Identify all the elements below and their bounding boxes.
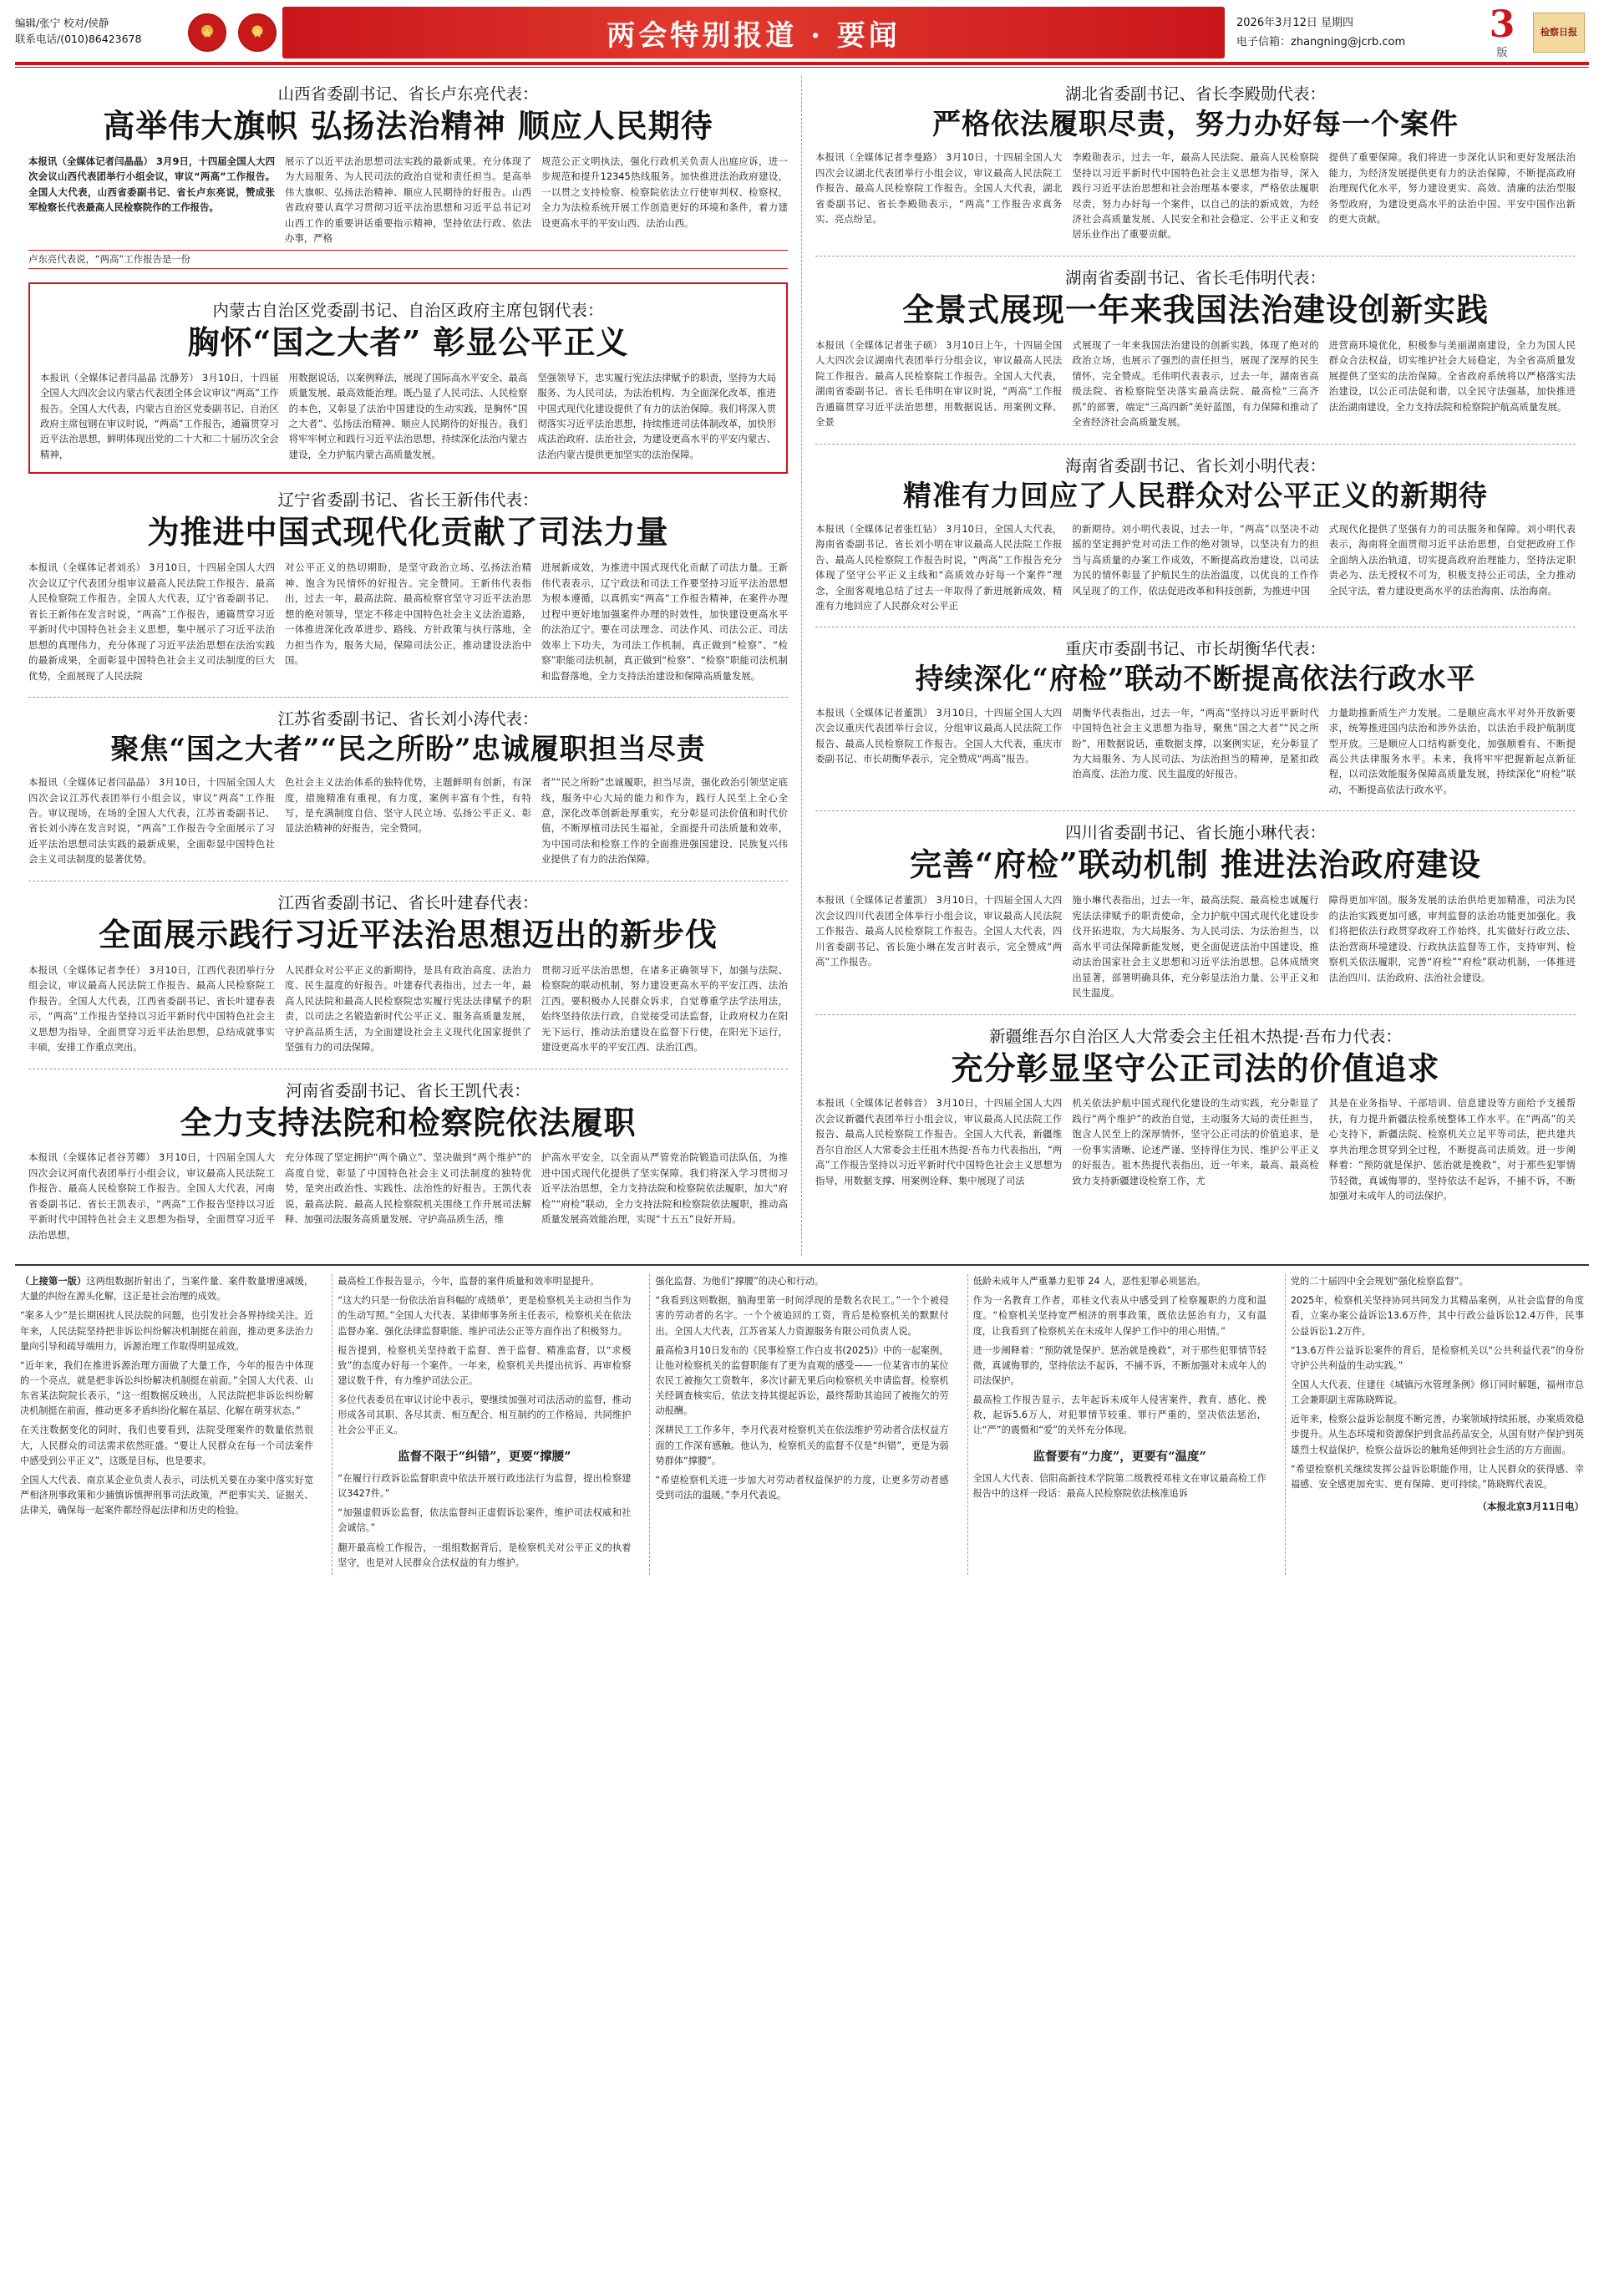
- editor-line-2: 联系电话/(010)86423678: [15, 33, 142, 46]
- article-body: [28, 775, 788, 867]
- article: [815, 1024, 1576, 1204]
- article-paragraph: 本报讯（全媒体记者韩音） 3月10日，十四届全国人大四次会议新疆代表团举行小组会议，审议最高人民法院工作报告、最高人民检察院工作报告。全国人大代表，新疆维吾尔自治区人大常委会主任祖木热提·吾布力代表指出，“两高”工作报告坚持以习近平新时代中国特色社会主义思想为指导，用数据支撑、用案例诠释、集中展现了司法: [815, 1097, 1063, 1186]
- article: [815, 820, 1576, 1000]
- article-paragraph: 力量助推新质生产力发展。二是顺应高水平对外开放新要求，统筹推进国内法治和涉外法治，以法治手段护航制度型开放。三是顺应人口结构新变化，加强顺着有、不断提高公共法律服务水平。未来，我将牢牢把握新起点新征程，以司法效能服务保障高质量发展，持续深化“府检”联动，不断提高依法行政水平。: [1328, 706, 1576, 795]
- article-paragraph: 本报讯（全媒体记者李曼路） 3月10日，十四届全国人大四次会议湖北代表团举行小组会议，审议最高人民法院工作报告、最高人民检察院工作报告。全国人大代表，湖北省委副书记、省长李殿勋表示，“两高”工作报告求真务实、亮点纷呈。: [815, 151, 1063, 225]
- article-body: [815, 1095, 1576, 1203]
- article-paragraph: 进营商环境优化，积极参与美丽湖南建设，全力为国人民群众合法权益，切实维护社会大局稳定，为全省高质量发展提供了坚实的法治保障。全省政府系统将以严格落实法治建设，以公正司法促和谐，以全民守法强基，加快推进法治湖南建设，全力支持法院和检察院护航高质量发展。: [1328, 338, 1576, 413]
- masthead-rule: [15, 62, 1589, 65]
- continuation-section: [15, 1266, 1589, 1575]
- article-paragraph: 机关依法护航中国式现代化建设的生动实践，充分彰显了践行“两个维护”的政治自觉，主动服务大局的责任担当，饱含人民至上的深厚情怀，坚守公正司法的价值追求，是一份事实清晰、论述严谨、坚持得住为民、维护公平正义的好报告。祖木热提代表指出，近一年来，最高、最高检致力支持新疆建设检察工作，尤: [1072, 1097, 1319, 1186]
- article-body: [815, 705, 1576, 798]
- article-paragraph: 本报讯（全媒体记者张子硕） 3月10日上午，十四届全国人大四次会议湖南代表团举行分组会议，审议最高人民法院工作报告、最高人民检察院工作报告。全国人大代表，湖南省委副书记、省长毛伟明在审议时说，“两高”工作报告通篇贯穿习近平法治思想，用数据说话、用案例文释、全景: [815, 338, 1063, 429]
- continuation-paragraph: 最高检工作报告显示，今年，监督的案件质量和效率明显提升。: [338, 1276, 600, 1288]
- continuation-column: [332, 1274, 636, 1575]
- article-boxed: [28, 282, 788, 475]
- article-kicker: 内蒙古自治区党委副书记、自治区政府主席包钢代表：: [212, 300, 604, 320]
- article-body: [815, 338, 1576, 430]
- continuation-paragraph: 全国人大代表、住建住《城镇污水管理条例》修订同时解题，福州市总工会兼职副主席陈晓辉说。: [1290, 1379, 1585, 1406]
- article-paragraph: 对公平正义的热切期盼，是坚守政治立场、弘扬法治精神、饱含为民情怀的好报告。完全赞同。王新伟代表指出，过去一年，最高法院、最高检察官坚守习近平法治思想的绝对领导，坚定不移走中国特色社会主义法治道路，一体推进深化改革进步、路线、方针政策与执行落地，全力担当作为，服务大局，保障司法公正，推动建设法治中国。: [285, 561, 531, 667]
- article-paragraph: 坚强领导下，忠实履行宪法法律赋予的职责，坚持为大局服务、为人民司法，为法治机构、为全面深化改革，推进中国式现代化建设提供了有力的法治保障。我们将深入贯彻落实习近平法治思想，持续推进司法体制改革，加快形成法治政府、法治社会，为建设更高水平的平安内蒙古、法治内蒙古提供更加坚实的法治保障。: [537, 371, 777, 460]
- divider: [28, 697, 788, 698]
- article-note: 卢东亮代表说，“两高”工作报告是一份: [28, 250, 788, 269]
- article-headline: 全面展示践行习近平法治思想迈出的新步伐: [98, 915, 718, 953]
- masthead-emblems: [182, 7, 282, 58]
- article-paragraph: 式展现了一年来我国法治建设的创新实践，体现了绝对的政治立场，也展示了强烈的责任担当，展现了深厚的民生情怀，完全赞成。毛伟明代表表示，过去一年，湖南省高级法院、省检察院坚决落实最高法院、最高检“三高齐抓”的部署，端定“三高四新”美好蓝图，有力保障和推动了全省经济社会高质量发展。: [1072, 338, 1319, 429]
- article-body: [28, 963, 788, 1055]
- article-paragraph: 本报讯（全媒体记者谷芳卿） 3月10日，十四届全国人大四次会议河南代表团举行小组会议，审议最高人民法院工作报告、最高人民检察院工作报告。全国人大代表，河南省委副书记、省长王凯表示，“两高”工作报告坚持以习近平新时代中国特色社会主义思想为指导，全面贯穿习近平法治思想，: [28, 1151, 275, 1241]
- article-body: [40, 370, 776, 463]
- continuation-paragraph: 2025年，检察机关坚持协同共同发力其精品案例，从社会监督的角度看，立案办案公益诉讼13.6万件，其中行政公益诉讼12.4万件，民事公益诉讼1.2万件。: [1290, 1295, 1585, 1337]
- article-paragraph: 障得更加牢固。服务发展的法治供给更加精准，司法为民的法治实践更加可感，审判监督的法治功能更加强化。我们将把依法行政贯穿政府工作始终，扎实做好行政立法、法治营商环境建设、行政执法监督等工作，支持审判、检察机关依法履职，完善“府检”“府检”联动机制，一体推进法治四川、法治政府、法治社会建设。: [1328, 894, 1576, 983]
- continuation-paragraph: “近年来，我们在推进诉源治理方面做了大量工作，今年的报告中体现的一个亮点，就是把非诉讼纠纷解决机制挺在前面。”全国人大代表、山东省某法院院长表示，“这一组数据反映出，人民法院把非诉讼纠纷解决机制挺在前面，推动更多矛盾纠纷化解在基层、化解在萌芽状态。”: [20, 1359, 314, 1417]
- continuation-column: [649, 1274, 953, 1575]
- article-body: [815, 521, 1576, 614]
- article-headline: 严格依法履职尽责，努力办好每一个案件: [932, 108, 1459, 141]
- masthead-meta: [1225, 7, 1475, 58]
- logo-text: 检察日报: [1533, 13, 1585, 53]
- masthead-banner-title: 两会特别报道 · 要闻: [282, 7, 1225, 58]
- continuation-paragraph: 最高检工作报告显示，去年起诉未成年人侵害案件，教育、感化、挽救，起诉5.6万人，对犯罪情节较重、罪行严重的，坚决依法惩治，让“严”的震慑和“爱”的关怀充分体现。: [972, 1394, 1266, 1436]
- section-subhead: 监督要有“力度”，更要有“温度”: [1033, 1449, 1206, 1464]
- article-paragraph: 护高水平安全，以全面从严管党治院锻造司法队伍，为推进中国式现代化提供了坚实保障。我们将深入学习贯彻习近平法治思想，全力支持法院和检察院依法履职，加大“府检”“府检”联动，全力支持法院和检察院依法履职，推动高质量发展高效能治理，实现“十五五”良好开局。: [541, 1151, 788, 1226]
- article-paragraph: 本报讯（全媒体记者刘丞） 3月10日，十四届全国人大四次会议辽宁代表团分组审议最高人民法院工作报告、最高人民检察院工作报告。全国人大代表，辽宁省委副书记、省长王新伟在发言时说，“两高”工作报告，通篇贯穿习近平新时代中国特色社会主义思想，集中展示了习近平法治思想的真理伟力，充分体现了习近平法治思想在法治实践的最新成果，全面彰显中国特色社会主义司法制度的巨大优势，全面展现了人民法院: [28, 561, 275, 682]
- continuation-paragraph: 报告提到，检察机关坚持敢于监督、善于监督、精准监督，以“求极致”的态度办好每一个案件。一年来，检察机关共提出抗诉、再审检察建议数千件，有力维护司法公正。: [338, 1344, 632, 1387]
- article-paragraph: 式现代化提供了坚强有力的司法服务和保障。刘小明代表表示，海南将全面贯彻习近平法治思想，自觉把政府工作全面纳入法治轨道，切实提高政府治理能力，坚持法定职责必为、法无授权不可为，积极支持公正司法，全力推动全民守法，着力建设更高水平的法治海南、法治海南。: [1328, 522, 1576, 597]
- article-kicker: 辽宁省委副书记、省长王新伟代表：: [277, 490, 539, 511]
- article-body: [28, 1150, 788, 1242]
- article-headline: 全力支持法院和检察院依法履职: [180, 1103, 637, 1141]
- article-paragraph: 本报讯（全媒体记者董凯） 3月10日，十四届全国人大四次会议四川代表团全体举行小组会议，审议最高人民法院工作报告、最高人民检察院工作报告。全国人大代表，四川省委副书记、省长施小琳在发言时表示，完全赞成“两高”工作报告。: [815, 894, 1063, 968]
- article-headline: 胸怀“国之大者” 彰显公平正义: [187, 323, 629, 361]
- article-kicker: 重庆市委副书记、市长胡衡华代表：: [1064, 639, 1326, 659]
- article-paragraph: 者”“民之所盼”忠诚履职，担当尽责，强化政治引领坚定底线，服务中心大局的能力和作为，践行人民至上全心全意，深化改革创新赴厚重实，充分彰显司法价值和时代价值，不断厚植司法民生福祉，全面提升司法质量和效率，为中国司法和检察工作的全面推进强国建设、民族复兴伟业提供了有力的法治保障。: [541, 776, 788, 866]
- article-paragraph: 进展新成效，为推进中国式现代化贡献了司法力量。王新伟代表表示，辽宁政法和司法工作要坚持习近平法治思想为根本遵循，以真抓实“两高”工作报告精神，在案件办理过程中更好地加强案件办理的时效性，加快建设更高水平的法治辽宁。要在司法理念、司法作风、司法公正、司法效率上下功夫，为司法工作机制，真正做到“检察”、“检察”职能司法机制，真正做到“检察”、“检察”职能司法机制和监督落地，全力支持法治建设和保障高质量发展。: [541, 561, 788, 682]
- continuation-paragraph: 强化监督、为他们“撑腰”的决心和行动。: [655, 1276, 825, 1288]
- article-kicker: 河南省委副书记、省长王凯代表：: [286, 1080, 530, 1100]
- continuation-column: [15, 1274, 318, 1575]
- article-headline: 高举伟大旗帜 弘扬法治精神 顺应人民期待: [103, 107, 713, 145]
- page-number: 3: [1489, 3, 1515, 46]
- continuation-paragraph: 翻开最高检工作报告，一组组数据背后，是检察机关对公平正义的执着坚守，也是对人民群众合法权益的有力维护。: [338, 1542, 632, 1568]
- continuation-paragraph: “希望检察机关继续发挥公益诉讼职能作用，让人民群众的获得感、幸福感、安全感更加充实、更有保障、更可持续。”陈晓辉代表说。: [1290, 1463, 1585, 1490]
- contact-email: 电子信箱：zhangning@jcrb.com: [1236, 36, 1406, 49]
- article-headline: 聚焦“国之大者”“民之所盼”忠诚履职担当尽责: [110, 732, 706, 766]
- article-body: [28, 560, 788, 683]
- article-kicker: 湖北省委副书记、省长李殿勋代表：: [1064, 84, 1326, 104]
- continuation-paragraph: 多位代表委员在审议讨论中表示，要继续加强对司法活动的监督，推动形成各司其职、各尽其责、相互配合、相互制约的工作格局，共同维护社会公平正义。: [338, 1394, 632, 1436]
- article: [815, 636, 1576, 797]
- article-paragraph: 本报讯（全媒体记者闫晶晶） 3月9日，十四届全国人大四次会议山西代表团举行小组会议，审议“两高”工作报告。全国人大代表，山西省委副书记、省长卢东亮说，赞成张军检察长代表最高人民检察院作的工作报告。: [28, 155, 275, 214]
- article-kicker: 湖南省委副书记、省长毛伟明代表：: [1064, 267, 1326, 287]
- article-headline: 为推进中国式现代化贡献了司法力量: [147, 513, 669, 551]
- article-paragraph: 人民群众对公平正义的新期待，是具有政治高度、法治力度、民生温度的好报告。叶建春代表指出，过去一年，最高人民法院和最高人民检察院忠实履行宪法法律赋予的职责，以司法之名锻造新时代公平正义、服务高质量发展，守护高品质生活，为全面建设社会主义现代化国家提供了坚强有力的司法保障。: [285, 963, 531, 1054]
- article-headline: 全景式展现一年来我国法治建设创新实践: [901, 290, 1489, 328]
- cppcc-emblem-icon: [238, 13, 277, 52]
- continuation-column: [1285, 1274, 1589, 1575]
- jump-label: （上接第一版）: [20, 1276, 87, 1288]
- article-paragraph: 色社会主义法治体系的独特优势，主题鲜明有创新，有深度，措施精准有重视，有力度，案例丰富有个性，有特写，是充满制度自信、坚守人民立场、弘扬公平正义、彰显法治精神的好报告，完全赞同。: [285, 776, 531, 835]
- continuation-paragraph: 低龄未成年人严重暴力犯罪 24 人，恶性犯罪必须惩治。: [972, 1276, 1206, 1288]
- article: [28, 81, 788, 269]
- article-headline: 持续深化“府检”联动不断提高依法行政水平: [915, 663, 1476, 697]
- column-right: [802, 76, 1589, 1256]
- continuation-paragraph: 全国人大代表、信阳高新技术学院第二级教授邓桂文在审议最高检工作报告中的这样一段话：最高人民检察院依法核准追诉: [972, 1473, 1266, 1500]
- article-paragraph: 的新期待。刘小明代表说，过去一年，“两高”以坚决不动摇的坚定拥护党对司法工作的绝对领导，以坚决有力的担当与高质量的办案工作成效，不断提高政治建设，以司法为民的情怀彰显了护航民生的法治温度，以优良的工作作风呈现了的工作，依法促进改革和科技创新，为推进中国: [1072, 522, 1319, 597]
- dateline-tail: （本报北京3月11日电）: [1477, 1501, 1585, 1512]
- article-paragraph: 其是在业务指导、干部培训、信息建设等方面给予支援帮扶，有力提升新疆法检系统整体工作水平。在“两高”的关心支持下，新疆法院、检察机关立足平等司法，把共建共享共治理念贯穿到全过程，不断提高司法质效。进一步阐释着：“预防就是保护、惩治就是挽救”，对于那些犯罪情节轻微，真诚悔罪的，坚持依法不起诉，不捕不诉，不断加强对未成年人的司法保护。: [1328, 1097, 1576, 1202]
- article-kicker: 海南省委副书记、省长刘小明代表：: [1064, 455, 1326, 475]
- article: [815, 265, 1576, 430]
- continuation-paragraph: “加强虚假诉讼监督，依法监督纠正虚假诉讼案件，维护司法权威和社会诚信。”: [338, 1507, 632, 1534]
- article-paragraph: 本报讯（全媒体记者李任） 3月10日，江西代表团举行分组会议，审议最高人民法院工作报告、最高人民检察院工作报告。全国人大代表，江西省委副书记、省长叶建春表示，“两高”工作报告坚持以习近平新时代中国特色社会主义思想为指导，全面贯穿习近平法治思想，总结成就事实丰硕，安排工作重点突出。: [28, 963, 275, 1054]
- article-headline: 完善“府检”联动机制 推进法治政府建设: [910, 846, 1481, 884]
- national-emblem-icon: [188, 13, 226, 52]
- continuation-paragraph: 这两组数据折射出了，当案件量、案件数量增速减缓，大量的纠纷在源头化解，这正是社会治理的成效。: [20, 1276, 314, 1303]
- article-paragraph: 提供了重要保障。我们将进一步深化认识和更好发展法治能力，为经济发展提供更有力的法治保障，不断提高政府治理现代化水平，努力建设更实、高效、清廉的法治型服务型政府，为建设更高水平的法治中国、平安中国作出新的更大贡献。: [1328, 151, 1576, 225]
- page-number-label: 版: [1496, 46, 1508, 59]
- publication-date: 2026年3月12日 星期四: [1236, 17, 1354, 29]
- article-paragraph: 本报讯（全媒体记者董凯） 3月10日，十四届全国人大四次会议重庆代表团举行会议，分组审议最高人民法院工作报告、最高人民检察院工作报告。全国人大代表，重庆市委副书记、市长胡衡华表示，完全赞成“两高”报告。: [815, 706, 1063, 764]
- continuation-paragraph: 深耕民工工作多年，李月代表对检察机关在依法维护劳动者合法权益方面的工作深有感触。他认为，检察机关的监督不仅是“纠错”，更是为弱势群体“撑腰”。: [655, 1425, 949, 1466]
- continuation-paragraph: “希望检察机关进一步加大对劳动者权益保护的力度，让更多劳动者感受到司法的温暖。”李月代表说。: [655, 1474, 949, 1501]
- article-headline: 充分彰显坚守公正司法的价值追求: [951, 1049, 1440, 1087]
- article: [815, 81, 1576, 242]
- article: [28, 1078, 788, 1243]
- divider: [815, 810, 1576, 811]
- masthead-logo: [1529, 7, 1589, 58]
- divider: [815, 1014, 1576, 1015]
- editor-line-1: 编辑/张宁 校对/侯静: [15, 17, 109, 29]
- continuation-paragraph: 近年来，检察公益诉讼制度不断完善，办案领域持续拓展，办案质效稳步提升。从生态环境和资源保护到食品药品安全，从国有财产保护到英雄烈士权益保护，检察公益诉讼的触角延伸到社会生活的方方面面。: [1290, 1414, 1585, 1455]
- article-paragraph: 充分体现了坚定拥护“两个确立”、坚决做到“两个维护”的高度自觉，彰显了中国特色社会主义司法制度的独特优势，是突出政治性、实践性、法治性的好报告。王凯代表说，最高法院、最高人民检察院机关围绕工作开展司法解释、加强司法服务高质量发展、守护高品质生活，维: [285, 1151, 531, 1226]
- continuation-paragraph: “我看到这则数据，脑海里第一时间浮现的是数名农民工。”一个个被侵害的劳动者的名字。一个个被追回的工资，背后是检察机关的默默付出。全国人大代表，江苏省某人力资源服务有限公司负责人说。: [655, 1295, 949, 1337]
- article-paragraph: 李殿勋表示，过去一年，最高人民法院、最高人民检察院坚持以习近平新时代中国特色社会主义思想为指导，深入践行习近平法治思想和社会治理基本要求，严格依法履职尽责，努力办好每一个案件，以自己的法的新成效，为经济社会高质量发展、人民安全和社会稳定、公平正义和安居乐业作出了重要贡献。: [1072, 151, 1319, 241]
- article-paragraph: 本报讯（全媒体记者闫晶晶 沈静芳） 3月10日，十四届全国人大四次会议内蒙古代表团全体会议审议“两高”工作报告。全国人大代表，内蒙古自治区党委副书记、自治区政府主席包钢在审议时说，“两高”工作报告，通篇贯穿习近平法治思想，鲜明体现出党的二十大和二十届历次全会精神，: [40, 371, 279, 460]
- article-body: [815, 892, 1576, 1000]
- article-paragraph: 贯彻习近平法治思想，在诸多正确领导下，加强与法院、检察院的联动机制，努力建设更高水平的平安江西、法治江西。要积极办人民群众诉求，自觉尊重学法学法用法，始终坚持依法行政，自觉接受司法监督，让政府权力在阳光下运行，推动法治建设在监督下行使，在阳光下运行，建设更高水平的平安江西、法治江西。: [541, 963, 788, 1054]
- article-kicker: 新疆维吾尔自治区人大常委会主任祖木热提·吾布力代表：: [989, 1026, 1402, 1046]
- section-subhead: 监督不限于“纠错”，更要“撑腰”: [398, 1449, 571, 1464]
- column-left: [15, 76, 802, 1256]
- divider: [815, 256, 1576, 257]
- masthead-editors: [15, 7, 182, 58]
- continuation-paragraph: 全国人大代表、南京某企业负责人表示，司法机关要在办案中落实好宽严相济刑事政策和少捕慎诉慎押刑事司法政策，严把事实关、证据关、法律关，确保每一起案件都经得起法律和历史的检验。: [20, 1474, 314, 1516]
- page-number-block: [1475, 3, 1529, 59]
- article-body: [815, 150, 1576, 242]
- continuation-paragraph: “13.6万件公益诉讼案件的背后，是检察机关以“公共利益代表”的身份守护公共利益的生动实践。”: [1290, 1344, 1585, 1371]
- article-paragraph: 本报讯（全媒体记者张红钻） 3月10日，全国人大代表，海南省委副书记、省长刘小明在审议最高人民法院工作报告、最高人民检察院工作报告时说，“两高”工作报告充分体现了坚守公平正义主线和“高质效办好每一个案件”理念，全面客观地总结了过去一年取得了新进展新成效，精准有力地回应了人民群众对公平正: [815, 522, 1063, 612]
- article-paragraph: 施小琳代表指出，过去一年，最高法院、最高检忠诚履行宪法法律赋予的职责使命，全力护航中国式现代化建设步伐开拓进取，为大局服务、为人民司法、为法治担当，以高水平司法保障新能发展，更全面促进法治中国建设，推动法治国家社会主义思想和习近平法治思想。总体成绩突出显著，部署明确具体，充分彰显法治力量、公平正义和民生温度。: [1072, 894, 1319, 999]
- article: [28, 487, 788, 683]
- article: [815, 453, 1576, 614]
- article-paragraph: 胡衡华代表指出，过去一年，“两高”坚持以习近平新时代中国特色社会主义思想为指导，聚焦“国之大者”“民之所盼”，用数据说话，重数据支撑，以案例实证，充分彰显了为大局服务、为人民司法、为法治担当的精神，是紧扣政治高度、法治力度、民生温度的好报告。: [1072, 706, 1319, 780]
- continuation-paragraph: 党的二十届四中全会规划“强化检察监督”。: [1290, 1276, 1469, 1288]
- article-paragraph: 用数据说话，以案例释法，展现了国际高水平安全、最高质量发展、最高效能治理。既凸显了人民司法、人民检察的本色，又彰显了法治中国建设的生动实践，是胸怀“国之大者”、弘扬法治精神、顺应人民期待的好报告。我们将牢牢树立和践行习近平法治思想，持续深化法治内蒙古建设，全力护航内蒙古高质量发展。: [288, 371, 528, 460]
- article-body: [28, 154, 788, 246]
- newspaper-page: [0, 3, 1604, 2296]
- article-paragraph: 展示了以近平法治思想司法实践的最新成果。充分体现了为大局服务、为人民司法的政治自觉和责任担当。是高举伟大旗帜、弘扬法治精神、顺应人民期待的好报告。山西省政府要认真学习贯彻习近平法治思想和习近平总书记对山西工作的重要讲话重要指示精神，坚持依法行政、依法办事，严格: [285, 155, 531, 245]
- article-paragraph: 本报讯（全媒体记者闫晶晶） 3月10日，十四届全国人大四次会议江苏代表团举行小组会议，审议“两高”工作报告。审议现场，在场的全国人大代表，江苏省委副书记、省长刘小涛在发言时说，“两高”工作报告令全面展示了习近平法治思想司法实践的最新成果，全面彰显中国特色社会主义司法制度的显著优势。: [28, 776, 275, 866]
- continuation-paragraph: 进一步阐释着：“预防就是保护、惩治就是挽救”，对于那些犯罪情节轻微，真诚悔罪的，坚持依法不起诉，不捕不诉，不断加强对未成年人的司法保护。: [972, 1344, 1266, 1387]
- article-paragraph: 规范公正文明执法，强化行政机关负责人出庭应诉，进一步规范和提升12345热线服务。加快推进法治政府建设，一以贯之支持检察、检察院依法立行使审判权、检察权，全力为法检系统开展工作创造更好的环境和条件，着力建设更高水平的平安山西、法治山西。: [541, 155, 788, 229]
- article: [28, 890, 788, 1055]
- article-kicker: 江西省委副书记、省长叶建春代表：: [277, 892, 539, 912]
- article: [28, 706, 788, 867]
- continuation-paragraph: 作为一名教育工作者，邓桂文代表从中感受到了检察履职的力度和温度。“检察机关坚持宽严相济的刑事政策，既依法惩治有力，又有温度，让我看到了检察机关在未成年人保护工作中的用心用情。”: [972, 1295, 1266, 1337]
- continuation-paragraph: “案多人少”是长期困扰人民法院的问题，也引发社会各界持续关注。近年来，人民法院坚持把非诉讼纠纷解决机制挺在前面，推动更多法治力量向引导和疏导端用力，诉源治理工作取得明显成效。: [20, 1310, 314, 1352]
- continuation-paragraph: 最高检3月10日发布的《民事检察工作白皮书(2025)》中的一起案例，让他对检察机关的监督职能有了更为直观的感受——一位某省市的某位农民工被拖欠工资数年，多次讨薪无果后向检察机关申请监督。检察机关经调查核实后，依法支持其提起诉讼，最终帮助其追回了被拖欠的劳动报酬。: [655, 1344, 949, 1417]
- masthead-rule-thin: [15, 67, 1589, 68]
- continuation-paragraph: “这大约只是一份依法治盲科幅的‘成绩单’，更是检察机关主动担当作为的生动写照。”全国人大代表、某律师事务所主任表示，检察机关在依法监督办案、强化法律监督职能、维护司法公正等方面作出了积极努力。: [338, 1295, 632, 1337]
- continuation-column: [967, 1274, 1272, 1575]
- masthead: [15, 3, 1589, 59]
- continuation-paragraph: “在履行行政诉讼监督职责中依法开展行政违法行为监督，提出检察建议3427件。”: [338, 1473, 632, 1500]
- main-columns: [15, 76, 1589, 1256]
- article-kicker: 四川省委副书记、省长施小琳代表：: [1064, 823, 1326, 843]
- article-kicker: 江苏省委副书记、省长刘小涛代表：: [277, 709, 539, 729]
- article-kicker: 山西省委副书记、省长卢东亮代表：: [277, 84, 539, 104]
- article-headline: 精准有力回应了人民群众对公平正义的新期待: [903, 479, 1488, 513]
- continuation-paragraph: 在关注数据变化的同时，我们也要看到，法院受理案件的数量依然很大，人民群众的司法需求依然旺盛。“要让人民群众在每一个司法案件中感受到公平正义”，这既是目标，也是要求。: [20, 1425, 314, 1466]
